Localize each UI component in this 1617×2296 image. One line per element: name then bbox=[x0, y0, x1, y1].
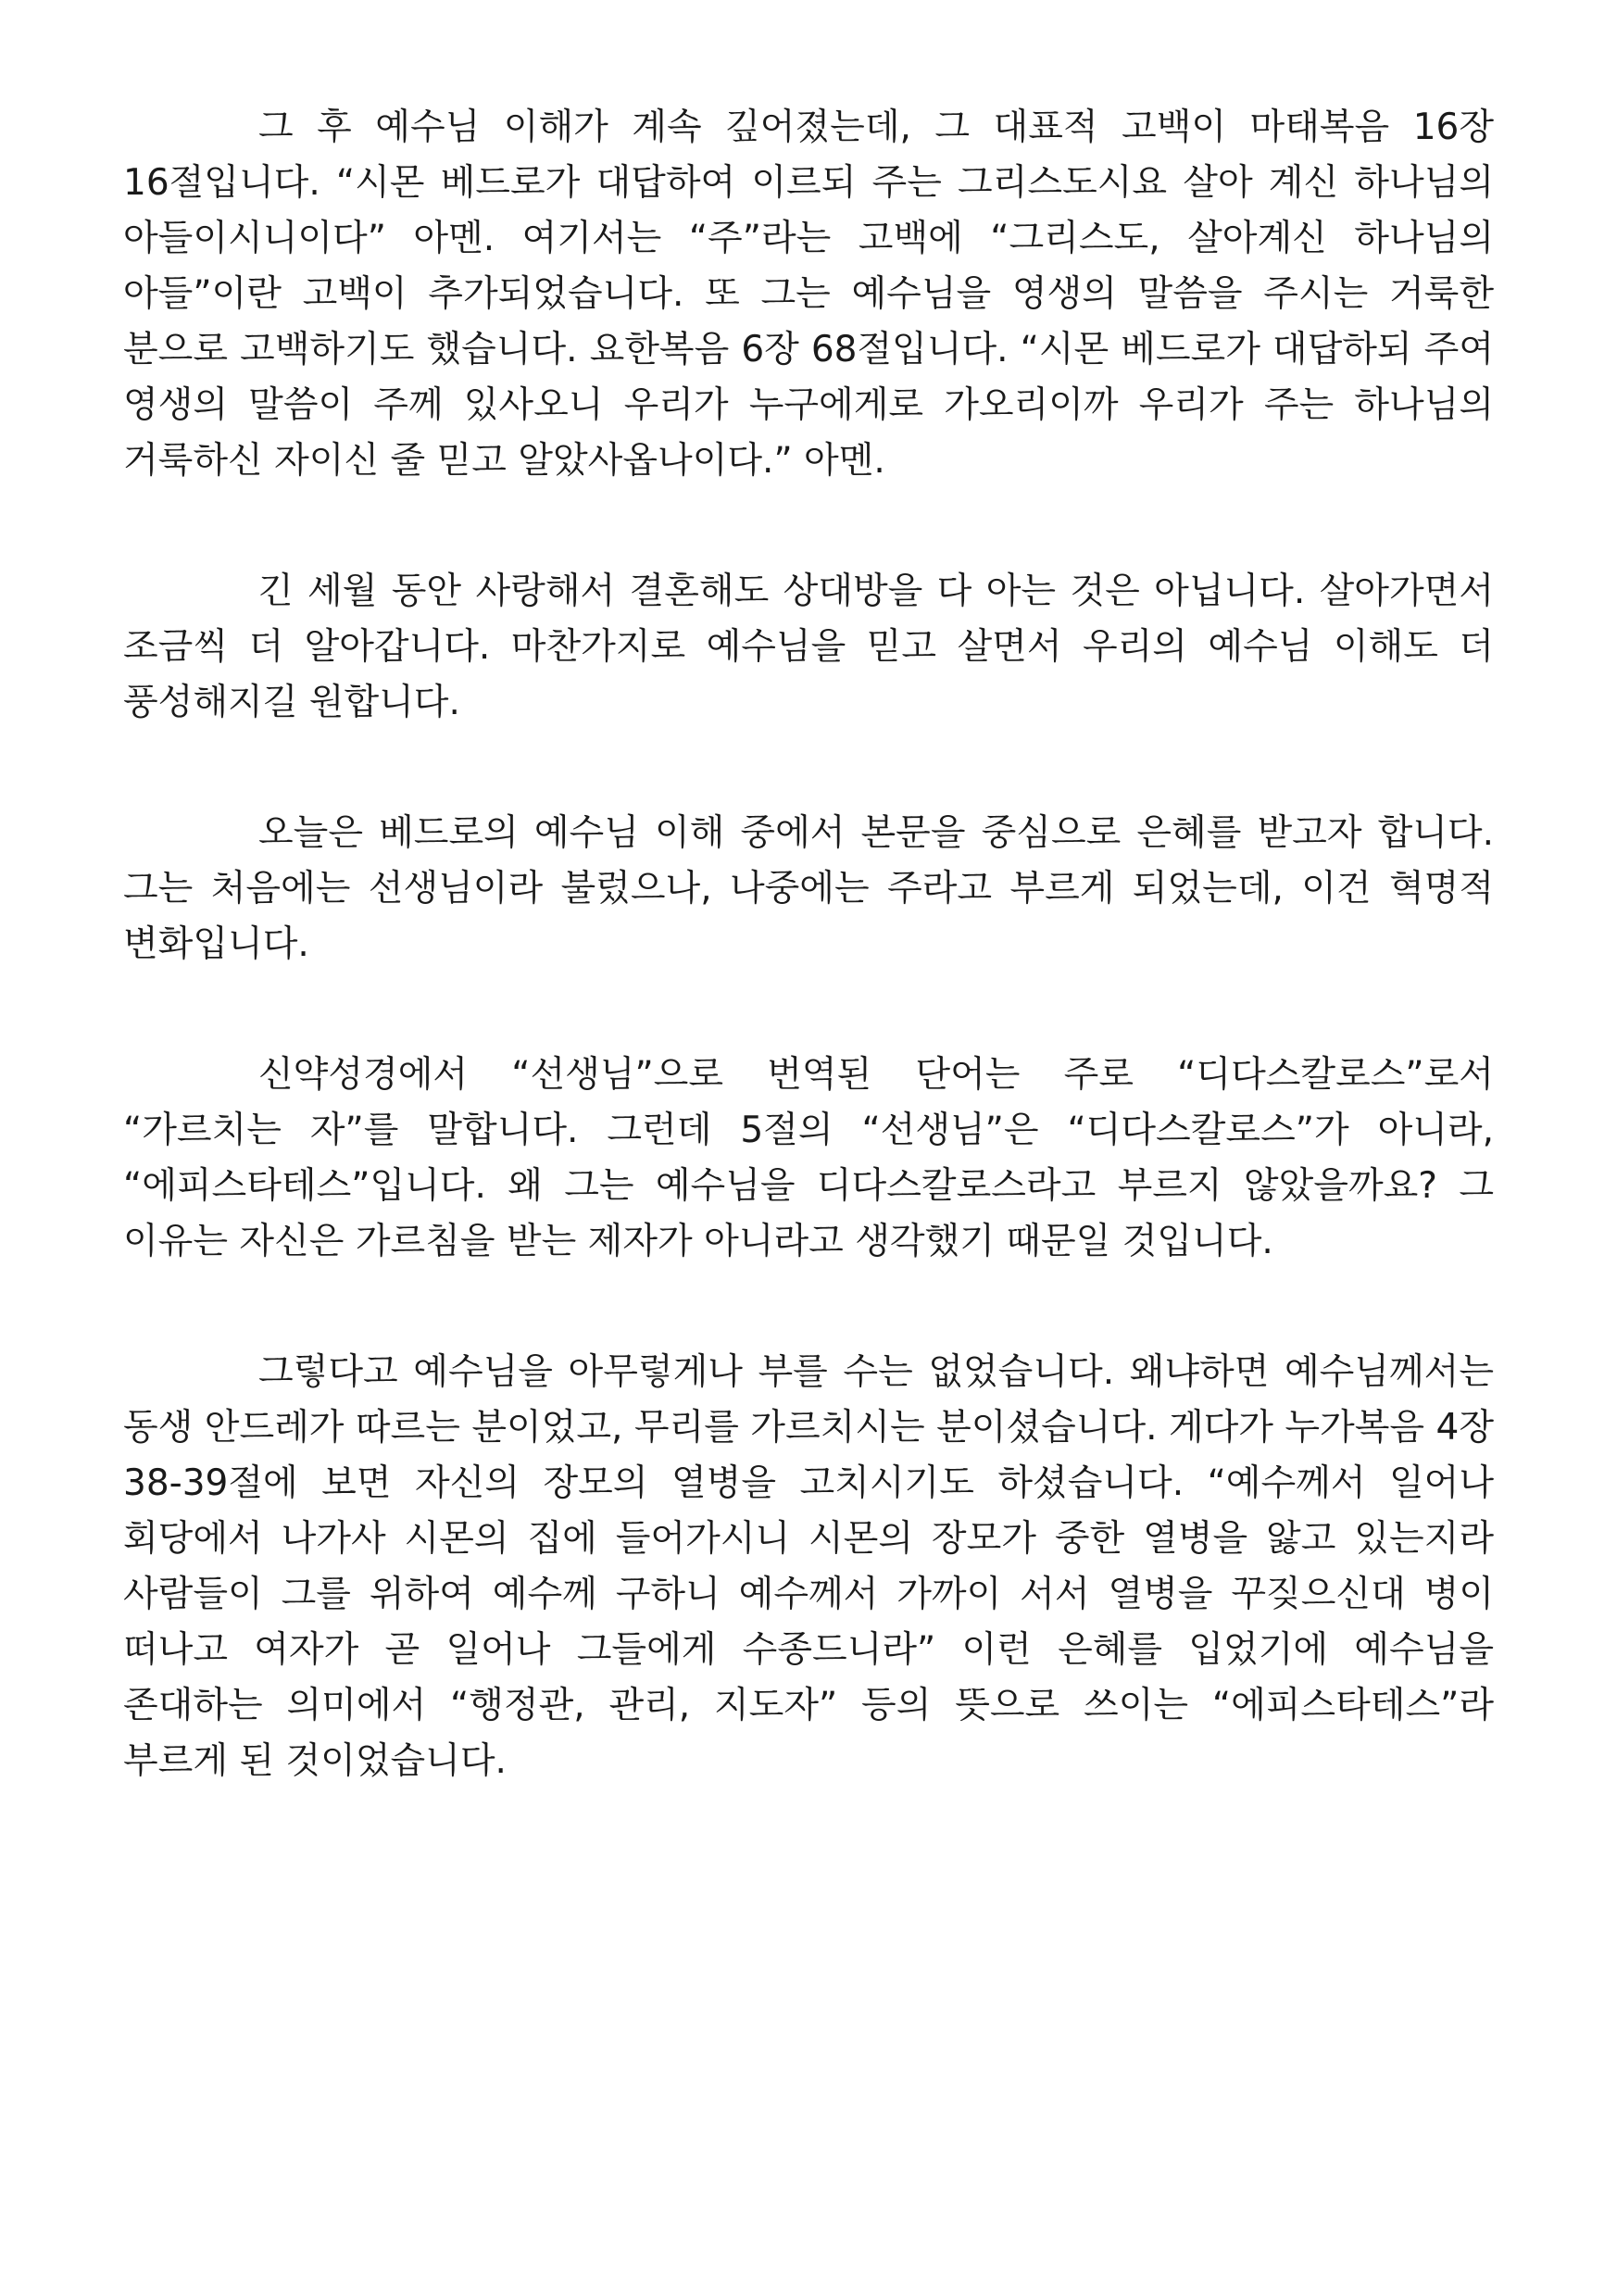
paragraph-1: 그 후 예수님 이해가 계속 깊어졌는데, 그 대표적 고백이 마태복음 16장 16절입니다. “시몬 베드로가 대답하여 이르되 주는 그리스도시요 살아 계신 하나님의 아들이시니이다” 아멘. 여기서는 “주”라는 고백에 “그리스도, 살아계신 하나님의 아들”이란 고백이 추가되었습니다. 또 그는 예수님을 영생의 말씀을 주시는 거룩한 분으로 고백하기도 했습니다. 요한복음 6장 68절입니다. “시몬 베드로가 대답하되 주여 영생의 말씀이 주께 있사오니 우리가 누구에게로 가오리이까 우리가 주는 하나님의 거룩하신 자이신 줄 믿고 알았사옵나이다.” 아멘. bbox=[123, 107, 1494, 482]
paragraph-3: 오늘은 베드로의 예수님 이해 중에서 본문을 중심으로 은혜를 받고자 합니다. 그는 처음에는 선생님이라 불렀으나, 나중에는 주라고 부르게 되었는데, 이건 혁명적 변화입니다. bbox=[123, 812, 1494, 965]
paragraph-2: 긴 세월 동안 사랑해서 결혼해도 상대방을 다 아는 것은 아닙니다. 살아가면서 조금씩 더 알아갑니다. 마찬가지로 예수님을 믿고 살면서 우리의 예수님 이해도 더 풍성해지길 원합니다. bbox=[123, 571, 1494, 723]
paragraph-5: 그렇다고 예수님을 아무렇게나 부를 수는 없었습니다. 왜냐하면 예수님께서는 동생 안드레가 따르는 분이었고, 무리를 가르치시는 분이셨습니다. 게다가 누가복음 4장 38-39절에 보면 자신의 장모의 열병을 고치시기도 하셨습니다. “예수께서 일어나 회당에서 나가사 시몬의 집에 들어가시니 시몬의 장모가 중한 열병을 앓고 있는지라 사람들이 그를 위하여 예수께 구하니 예수께서 가까이 서서 열병을 꾸짖으신대 병이 떠나고 여자가 곧 일어나 그들에게 수종드니라” 이런 은혜를 입었기에 예수님을 존대하는 의미에서 “행정관, 관리, 지도자” 등의 뜻으로 쓰이는 “에피스타테스”라 부르게 된 것이었습니다. bbox=[123, 1351, 1494, 1782]
paragraph-4: 신약성경에서 “선생님”으로 번역된 단어는 주로 “디다스칼로스”로서 “가르치는 자”를 말합니다. 그런데 5절의 “선생님”은 “디다스칼로스”가 아니라, “에피스타테스”입니다. 왜 그는 예수님을 디다스칼로스라고 부르지 않았을까요? 그 이유는 자신은 가르침을 받는 제자가 아니라고 생각했기 때문일 것입니다. bbox=[123, 1054, 1494, 1262]
document-page bbox=[123, 100, 1494, 1864]
